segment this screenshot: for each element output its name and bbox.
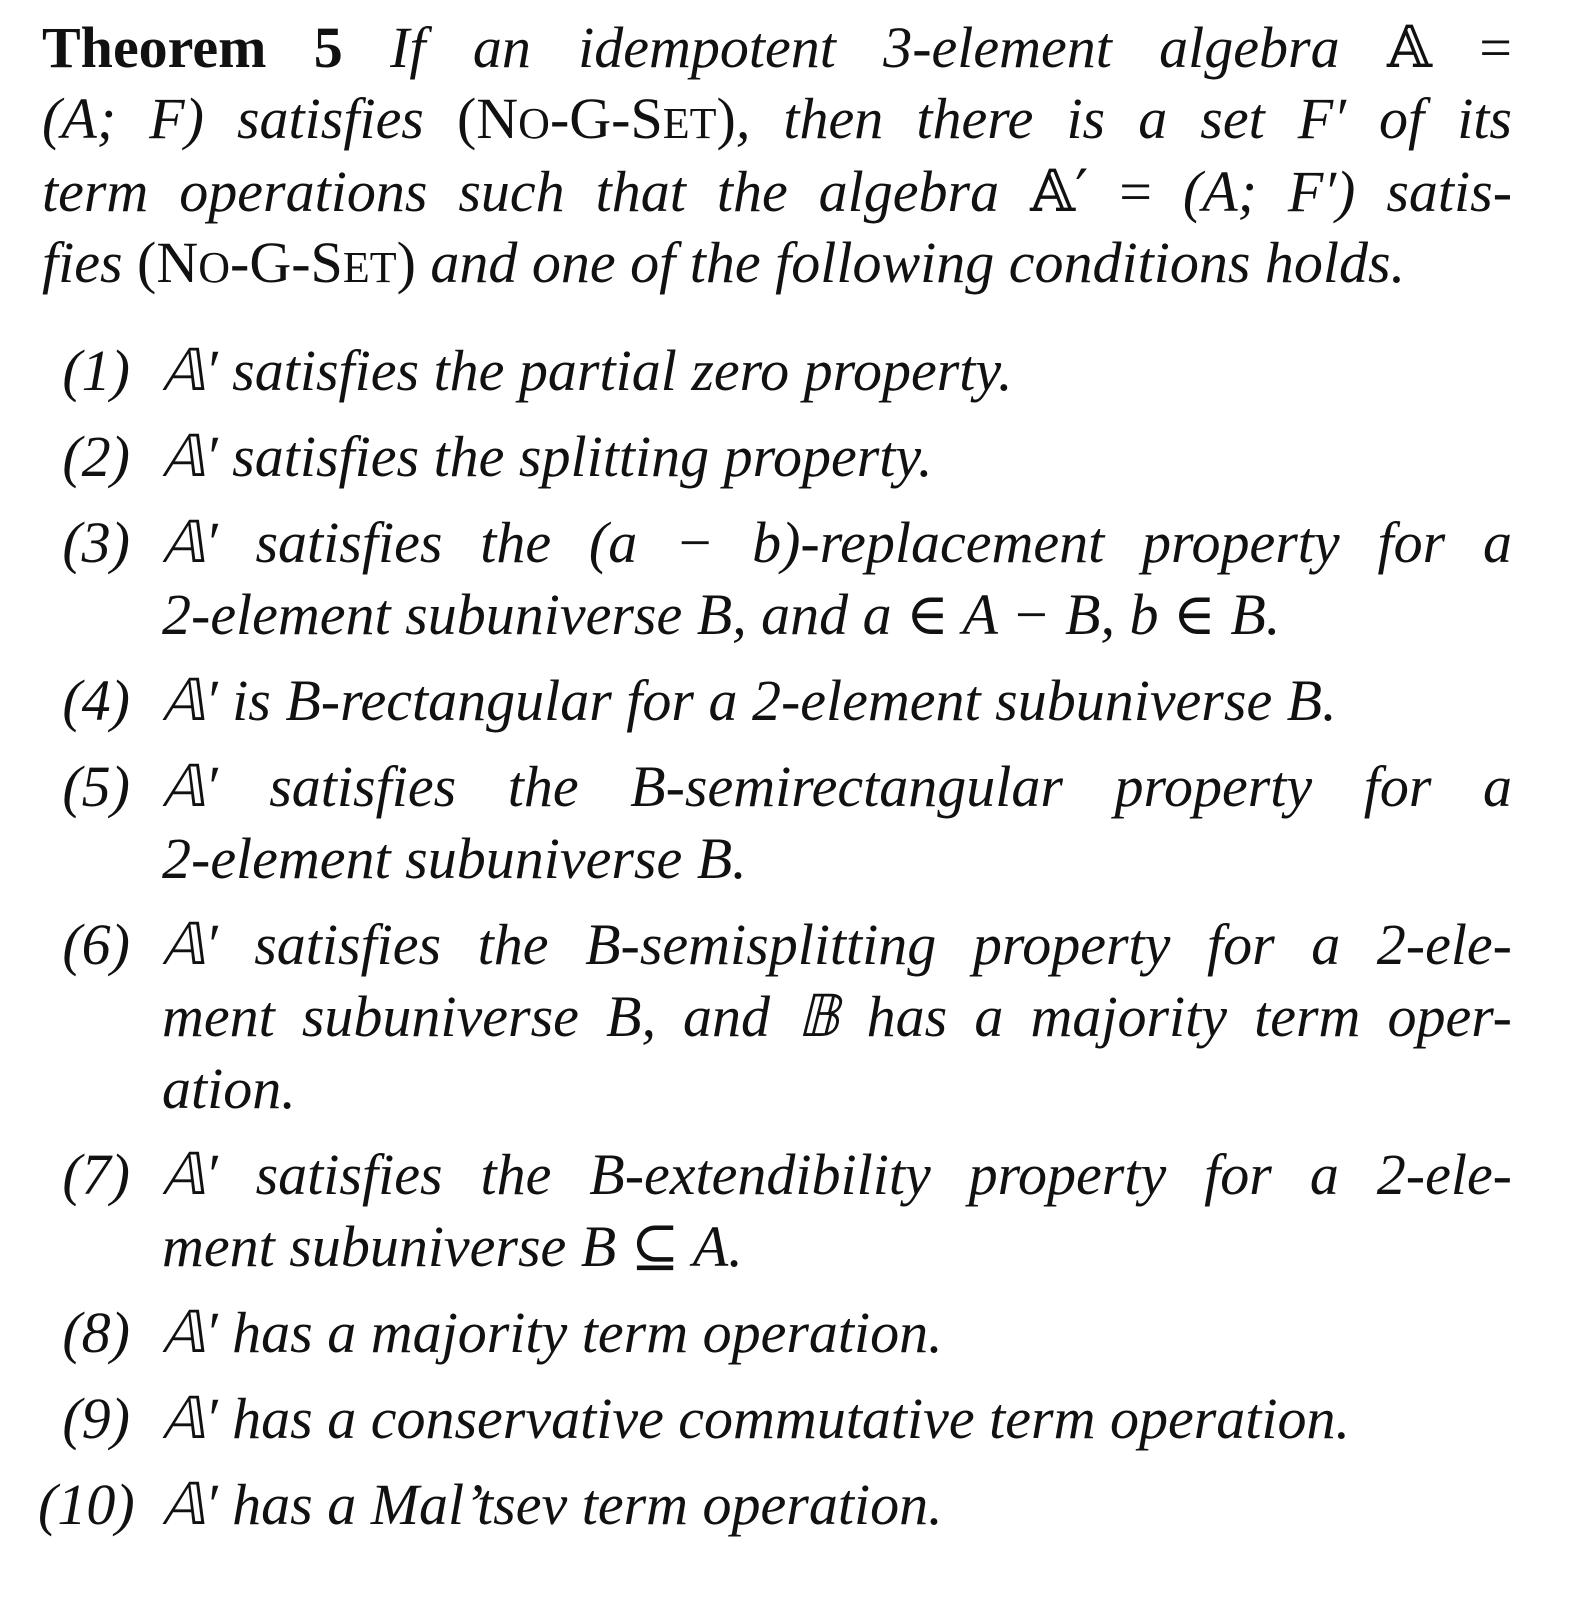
statement-line-3: term operations such that the algebra 𝔸′ = (A; F′) satis- <box>42 157 1513 225</box>
statement-line-4: fies (NO-G-SET) and one of the following conditions holds. <box>42 230 1406 295</box>
statement-line-2: (A; F) satisfies (NO-G-SET), then there is a set F′ of its <box>42 86 1512 151</box>
condition-name: (NO-G-SET) <box>137 230 416 295</box>
algebra-symbol: 𝔸 <box>1386 13 1432 81</box>
theorem-label: Theorem 5 <box>42 15 343 80</box>
condition-name: (NO-G-SET) <box>456 86 736 151</box>
statement-line-1: Theorem 5 If an idempotent 3-element algebra 𝔸 = <box>42 13 1512 81</box>
